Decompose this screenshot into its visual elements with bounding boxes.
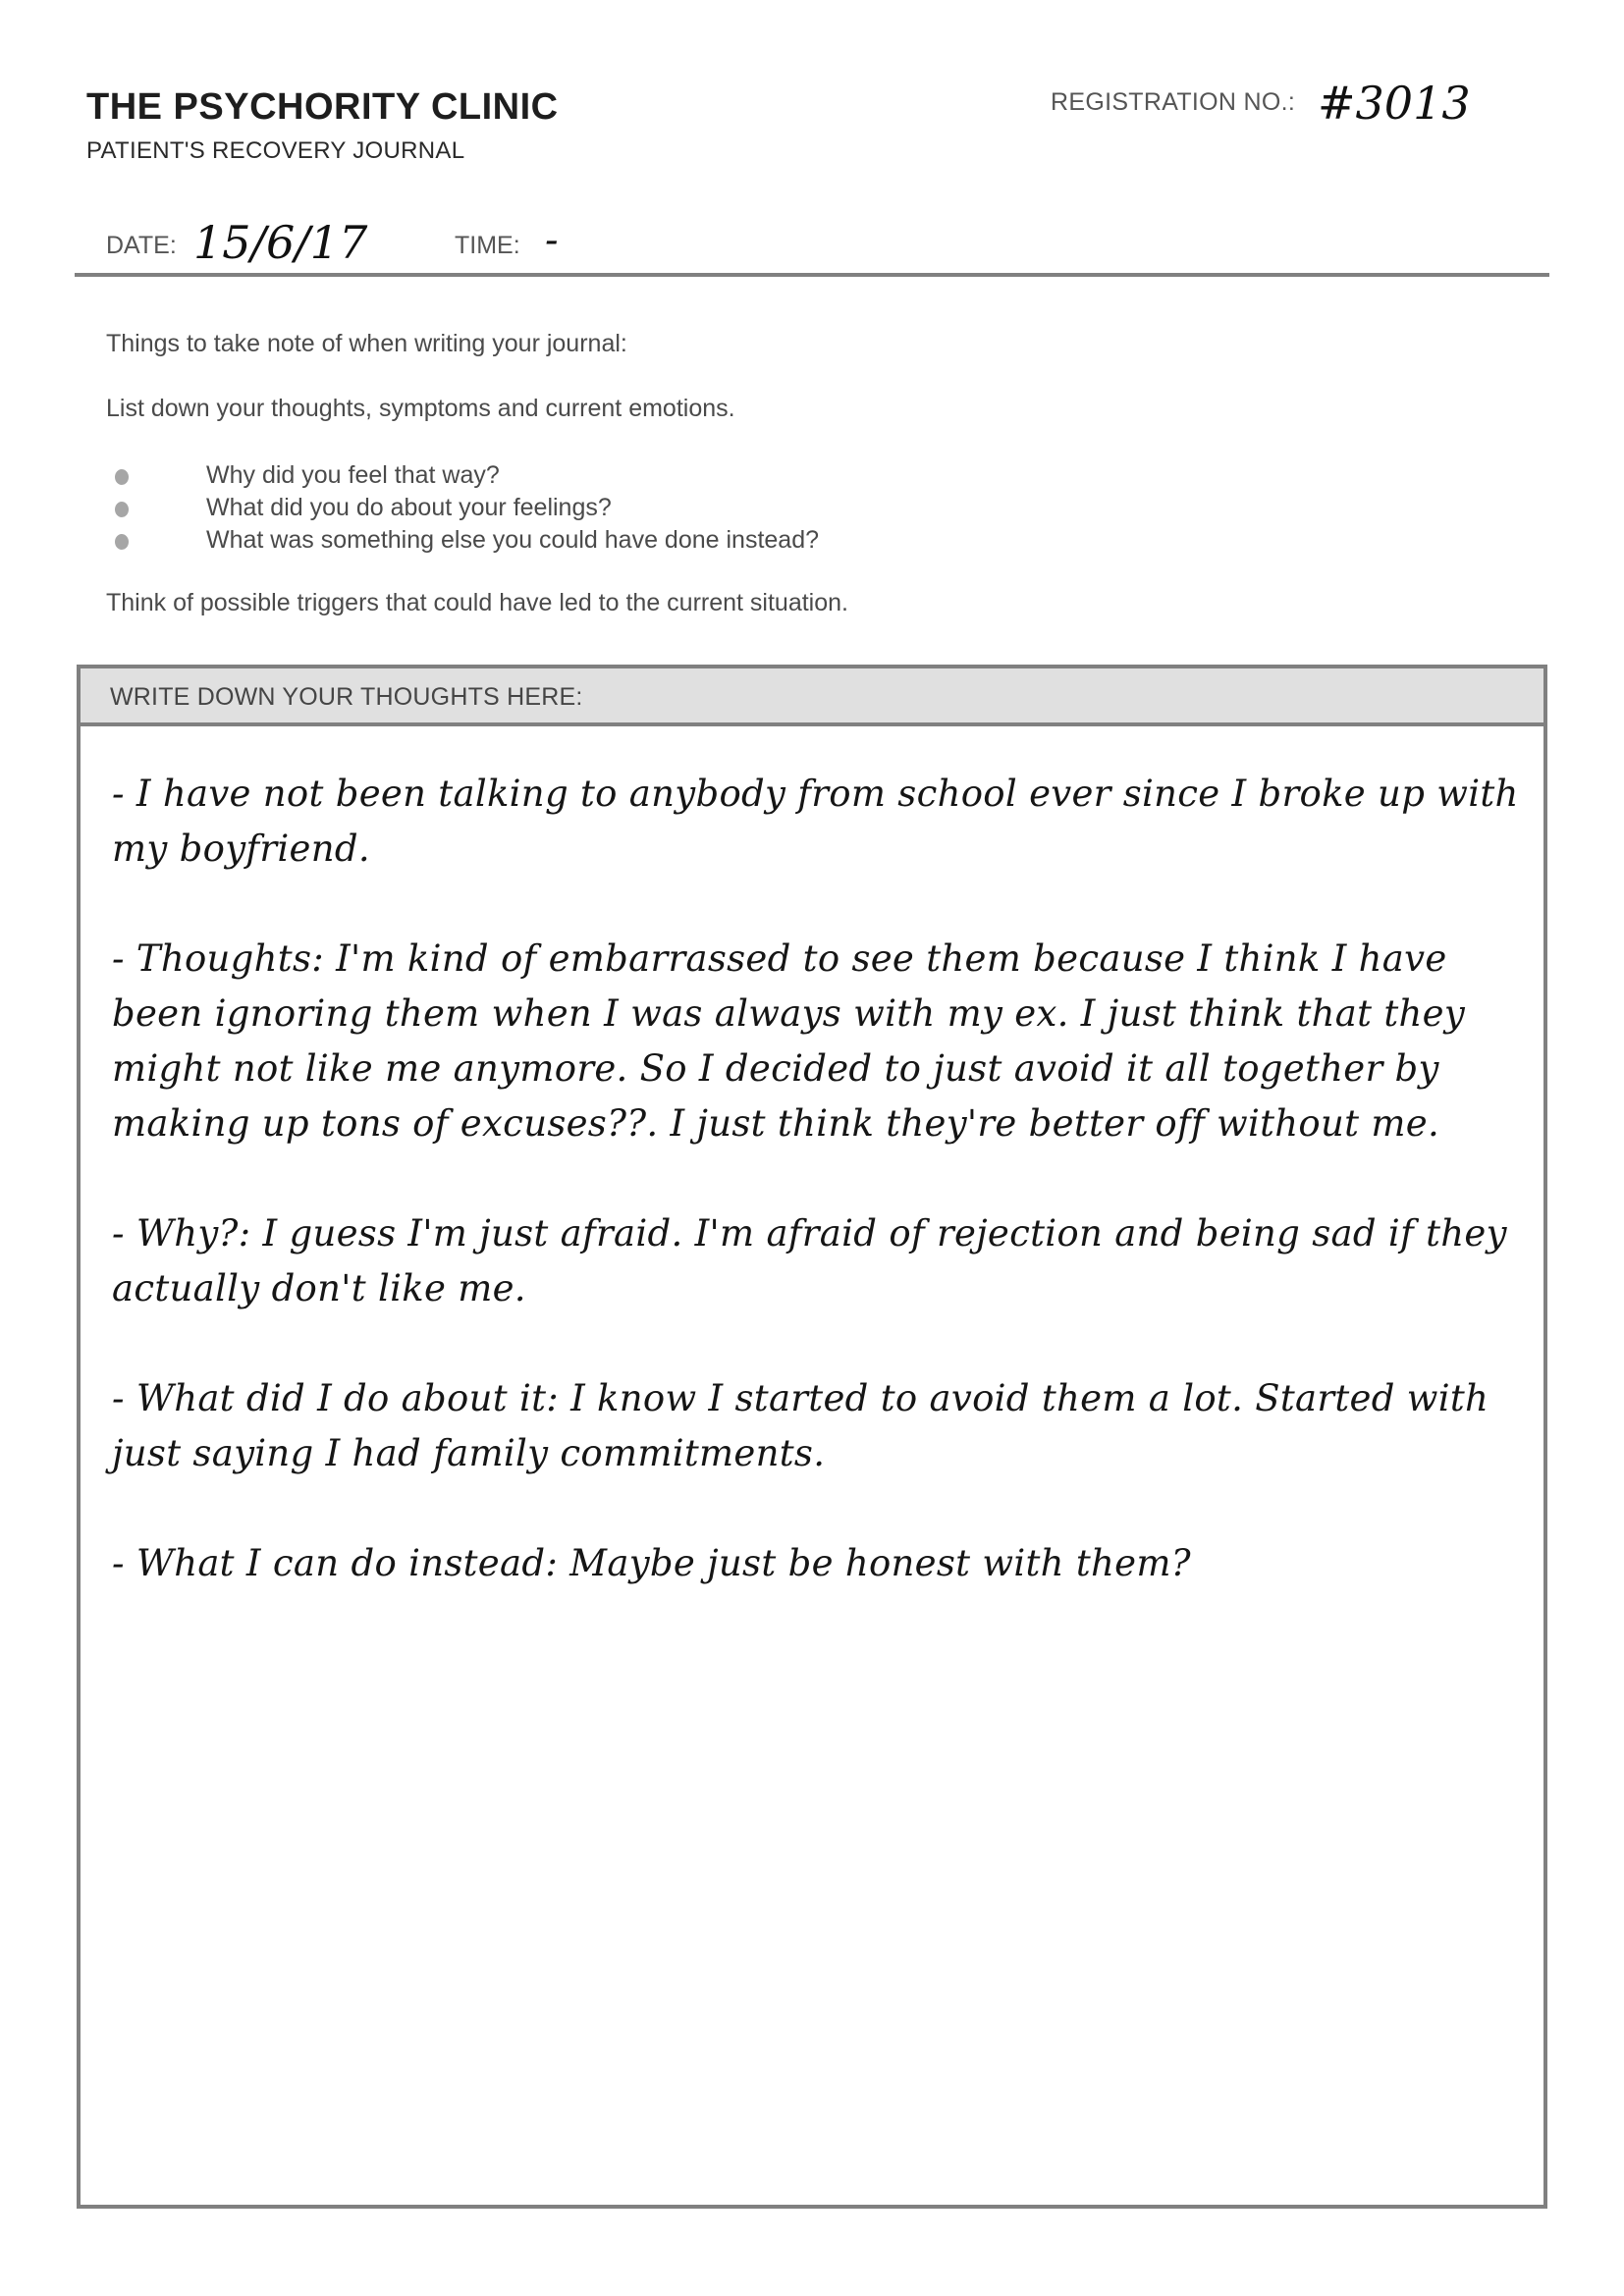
journal-entry: - Thoughts: I'm kind of embarrassed to see them because I think I have been ignoring them when I was always with my ex. I just think that they might not like me anymore. So I decided to just avoid it all together by making up tons of excuses??. I just think they're better off without me. (112, 937, 1466, 1145)
bullet-item (106, 524, 819, 557)
journal-box-header-label: WRITE DOWN YOUR THOUGHTS HERE: (110, 683, 583, 711)
time-value: - (545, 218, 559, 263)
journal-entry: - I have not been talking to anybody from school ever since I broke up with my boyfriend. (112, 773, 1519, 870)
date-value: 15/6/17 (193, 216, 368, 269)
journal-entry: - What did I do about it: I know I started to avoid them a lot. Started with just saying I had family commitments. (112, 1377, 1489, 1474)
journal-box[interactable] (77, 665, 1547, 2209)
journal-subtitle: PATIENT'S RECOVERY JOURNAL (86, 137, 465, 164)
journal-box-header (81, 668, 1543, 726)
instructions-list-line: List down your thoughts, symptoms and current emotions. (106, 395, 735, 422)
instructions-intro: Things to take note of when writing your journal: (106, 330, 627, 357)
clinic-name: THE PSYCHORITY CLINIC (86, 86, 559, 128)
bullet-dot-icon (115, 534, 129, 550)
time-label: TIME: (455, 232, 520, 259)
bullet-dot-icon (115, 502, 129, 517)
journal-entries (112, 767, 1526, 1646)
journal-entry: - Why?: I guess I'm just afraid. I'm afraid of rejection and being sad if they actually don't like me. (112, 1212, 1507, 1309)
instructions-triggers-line: Think of possible triggers that could have led to the current situation. (106, 589, 848, 616)
journal-entry: - What I can do instead: Maybe just be honest with them? (112, 1542, 1191, 1584)
header-divider (75, 273, 1549, 277)
date-label: DATE: (106, 232, 177, 259)
bullet-item (106, 492, 819, 524)
bullet-text: What did you do about your feelings? (206, 494, 612, 521)
registration-label: REGISTRATION NO.: (1051, 88, 1296, 116)
bullet-item (106, 459, 819, 492)
bullet-text: What was something else you could have done instead? (206, 526, 819, 554)
instructions-bullets (106, 459, 819, 557)
bullet-dot-icon (115, 469, 129, 485)
bullet-text: Why did you feel that way? (206, 461, 500, 489)
registration-value: #3013 (1318, 77, 1471, 130)
